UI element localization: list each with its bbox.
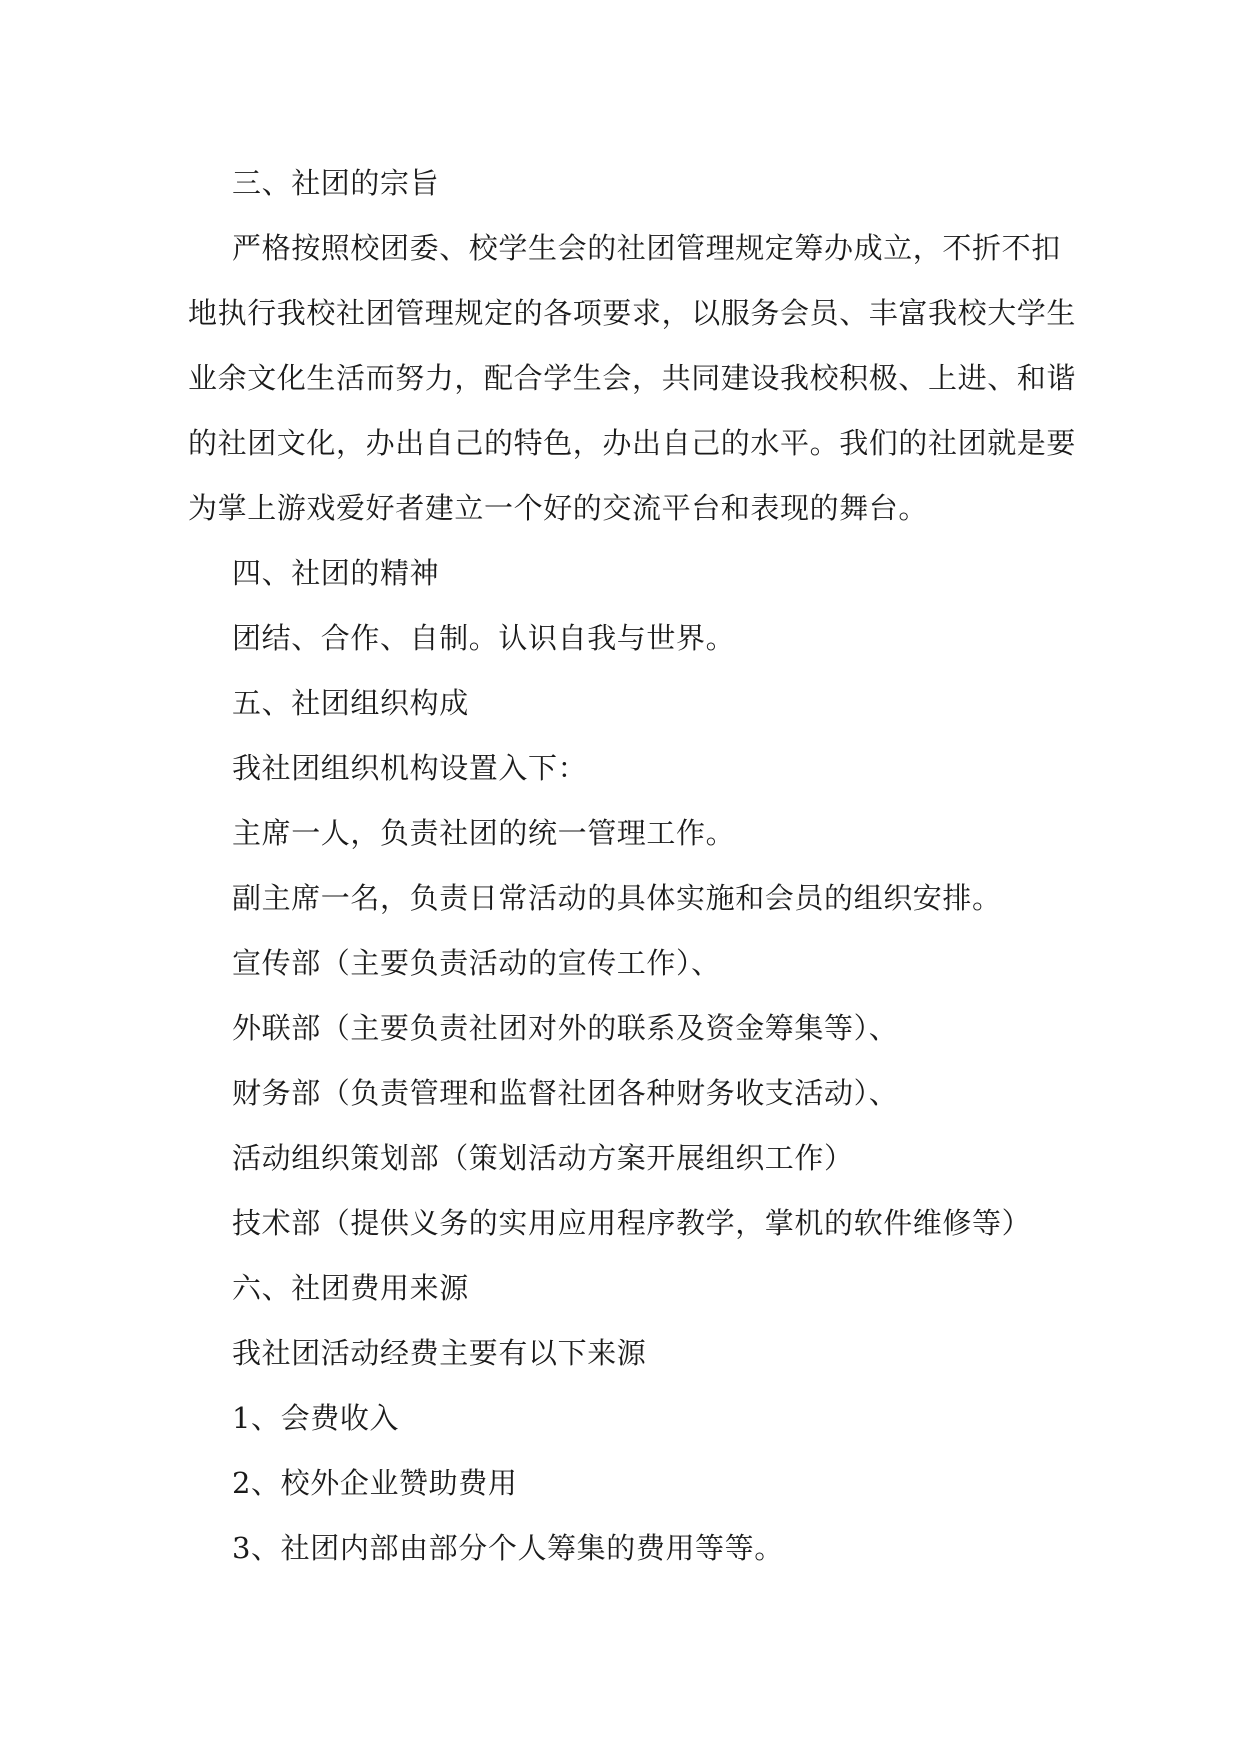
paragraph-line: 为掌上游戏爱好者建立一个好的交流平台和表现的舞台。 — [188, 491, 929, 525]
paragraph-line: 严格按照校团委、校学生会的社团管理规定筹办成立，不折不扣 — [232, 231, 1061, 265]
list-item: 活动组织策划部（策划活动方案开展组织工作） — [232, 1141, 854, 1175]
section-heading-funding: 六、社团费用来源 — [232, 1271, 469, 1305]
paragraph-line: 我社团活动经费主要有以下来源 — [232, 1336, 647, 1370]
section-heading-spirit: 四、社团的精神 — [232, 556, 440, 590]
list-item: 3、社团内部由部分个人筹集的费用等等。 — [232, 1531, 784, 1565]
list-item: 外联部（主要负责社团对外的联系及资金筹集等）、 — [232, 1011, 899, 1045]
paragraph-line: 的社团文化，办出自己的特色，办出自己的水平。我们的社团就是要 — [188, 426, 1077, 460]
section-heading-structure: 五、社团组织构成 — [232, 686, 469, 720]
paragraph-line: 地执行我校社团管理规定的各项要求，以服务会员、丰富我校大学生 — [188, 296, 1077, 330]
list-item: 技术部（提供义务的实用应用程序教学，掌机的软件维修等） — [232, 1206, 1032, 1240]
list-item: 2、校外企业赞助费用 — [232, 1466, 518, 1500]
list-item: 副主席一名，负责日常活动的具体实施和会员的组织安排。 — [232, 881, 1002, 915]
paragraph-line: 团结、合作、自制。认识自我与世界。 — [232, 621, 736, 655]
section-heading-purpose: 三、社团的宗旨 — [232, 166, 440, 200]
paragraph-line: 业余文化生活而努力，配合学生会，共同建设我校积极、上进、和谐 — [188, 361, 1077, 395]
paragraph-line: 我社团组织机构设置入下： — [232, 751, 588, 785]
list-item: 主席一人，负责社团的统一管理工作。 — [232, 816, 736, 850]
list-item: 1、会费收入 — [232, 1401, 400, 1435]
list-item: 宣传部（主要负责活动的宣传工作）、 — [232, 946, 721, 980]
list-item: 财务部（负责管理和监督社团各种财务收支活动）、 — [232, 1076, 899, 1110]
